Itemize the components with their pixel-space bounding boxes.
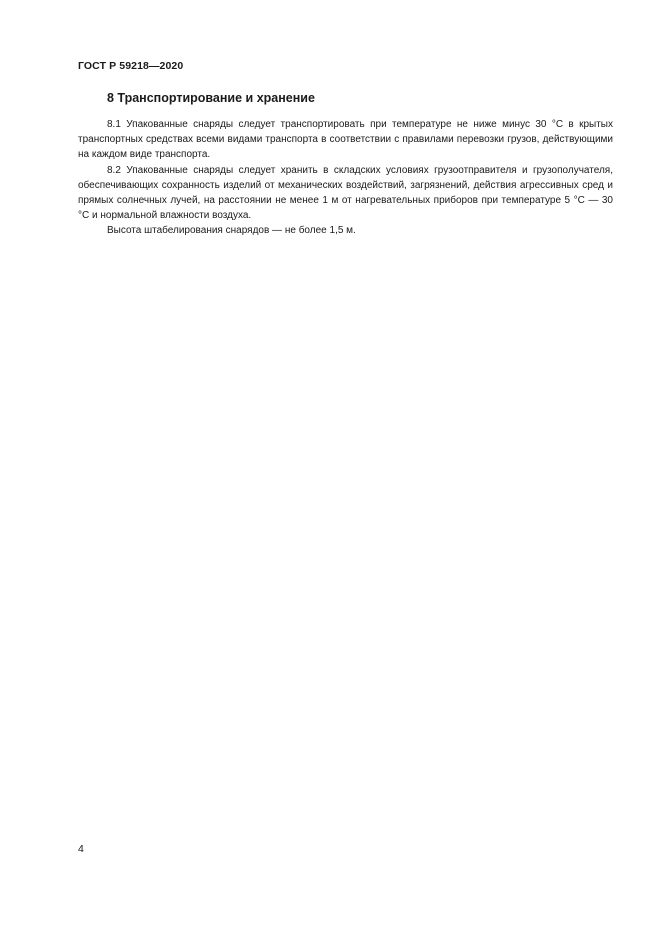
document-code: ГОСТ Р 59218—2020 — [78, 60, 184, 72]
page-number: 4 — [78, 843, 84, 855]
section-body — [78, 117, 613, 239]
paragraph-8-1: 8.1 Упакованные снаряды следует транспортировать при температуре не ниже минус 30 °С в крытых транспортных средствах всеми видами транспорта в соответствии с правилами перевозки грузов, действующими на каждом виде транспорта. — [78, 119, 613, 161]
paragraph-8-2: 8.2 Упакованные снаряды следует хранить в складских условиях грузоотправителя и грузополучателя, обеспечивающих сохранность изделий от механических воздействий, загрязнений, действия агрессивных сред и прямых солнечных лучей, на расстоянии не менее 1 м от нагревательных приборов при температуре 5 °С — 30 °С и нормальной влажности воздуха. — [78, 164, 613, 222]
section-title: 8 Транспортирование и хранение — [107, 91, 315, 105]
paragraph-stacking-height: Высота штабелирования снарядов — не более 1,5 м. — [107, 225, 356, 237]
